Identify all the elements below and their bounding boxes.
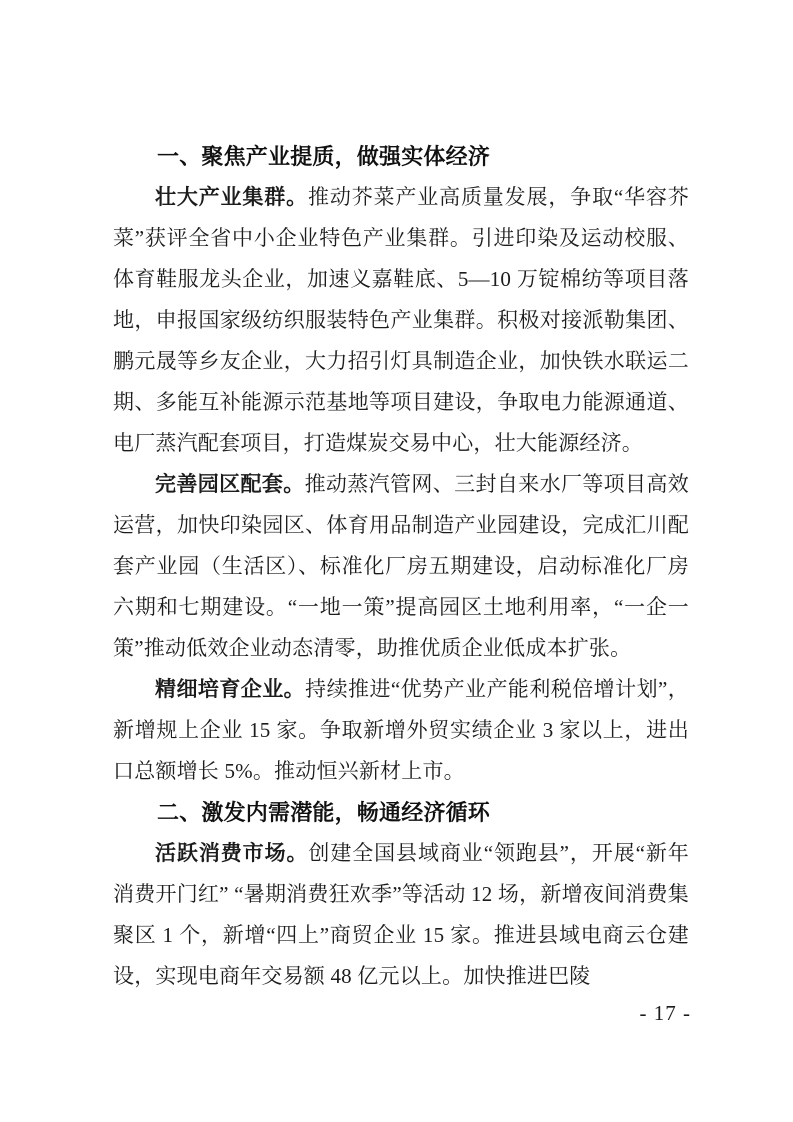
section-heading-1: 一、聚焦产业提质，做强实体经济 [157, 144, 491, 169]
paragraph-improve-park-facilities [113, 464, 689, 669]
paragraph-text: 持续推进“优势产业产能利税倍增计划”，新增规上企业 15 家。争取新增外贸实绩企业 3 家以上，进出口总额增长 5%。推动恒兴新材上市。 [113, 677, 689, 783]
paragraph-lead: 壮大产业集群。 [155, 185, 308, 209]
paragraph-boost-consumption [113, 833, 689, 997]
paragraph-strengthen-clusters [113, 177, 689, 464]
section-heading-2: 二、激发内需潜能，畅通经济循环 [157, 800, 491, 825]
paragraph-cultivate-enterprises [113, 669, 689, 792]
paragraph-text: 创建全国县域商业“领跑县”，开展“新年消费开门红” “暑期消费狂欢季”等活动 12 场，新增夜间消费集聚区 1 个，新增“四上”商贸企业 15 家。推进县域电商云仓建设，实现电商年交易额 48 亿元以上。加快推进巴陵 [113, 841, 690, 988]
paragraph-lead: 精细培育企业。 [155, 677, 306, 701]
page-number: - 17 - [639, 1001, 691, 1025]
paragraph-text: 推动芥菜产业高质量发展，争取“华容芥菜”获评全省中小企业特色产业集群。引进印染及运动校服、体育鞋服龙头企业，加速义嘉鞋底、5—10 万锭棉纺等项目落地，申报国家级纺织服装特色产业集群。积极对接派勒集团、鹏元晟等乡友企业，大力招引灯具制造企业，加快铁水联运二期、多能互补能源示范基地等项目建设，争取电力能源通道、电厂蒸汽配套项目，打造煤炭交易中心，壮大能源经济。 [113, 185, 690, 455]
paragraph-lead: 活跃消费市场。 [155, 841, 309, 865]
paragraph-text: 推动蒸汽管网、三封自来水厂等项目高效运营，加快印染园区、体育用品制造产业园建设，完成汇川配套产业园（生活区）、标准化厂房五期建设，启动标准化厂房六期和七期建设。“一地一策”提高园区土地利用率，“一企一策”推动低效企业动态清零，助推优质企业低成本扩张。 [113, 472, 689, 660]
paragraph-lead: 完善园区配套。 [155, 472, 305, 496]
document-content [113, 136, 689, 997]
